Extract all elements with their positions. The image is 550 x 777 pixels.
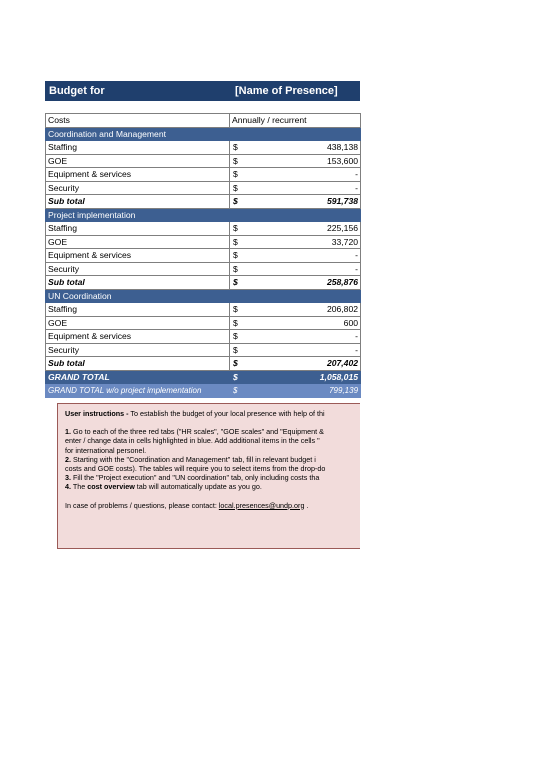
table-row: [46, 343, 361, 357]
row-label[interactable]: Staffing: [46, 141, 230, 155]
table-row: [46, 222, 361, 236]
subtotal-row: [46, 357, 361, 371]
row-currency[interactable]: $: [230, 181, 244, 195]
instructions-step2-line2: costs and GOE costs). The tables will require you to select items from the drop-do: [65, 464, 326, 474]
section-title[interactable]: Coordination and Management: [46, 127, 361, 141]
instructions-step1-line1: 1. Go to each of the three red tabs ("HR scales", "GOE scales" and "Equipment &: [65, 427, 324, 437]
user-instructions-box: [57, 403, 360, 549]
row-currency[interactable]: $: [230, 141, 244, 155]
section-title[interactable]: Project implementation: [46, 208, 361, 222]
row-currency[interactable]: $: [230, 222, 244, 236]
table-row: [46, 330, 361, 344]
row-label[interactable]: Staffing: [46, 222, 230, 236]
table-row: [46, 316, 361, 330]
instructions-heading: User instructions -: [65, 409, 129, 418]
instructions-contact: In case of problems / questions, please contact: local.presences@undp.org .: [65, 500, 309, 510]
row-amount[interactable]: -: [244, 330, 361, 344]
grand-total-row: [46, 370, 361, 384]
row-label[interactable]: Equipment & services: [46, 168, 230, 182]
table-row: [46, 249, 361, 263]
table-row: [46, 141, 361, 155]
title-bar: [45, 81, 360, 101]
row-amount[interactable]: 206,802: [244, 303, 361, 317]
row-label[interactable]: Equipment & services: [46, 249, 230, 263]
subtotal-row: [46, 276, 361, 290]
instructions-step2-line1: 2. Starting with the "Coordination and Management" tab, fill in relevant budget i: [65, 454, 316, 464]
instructions-intro: User instructions - To establish the budget of your local presence with help of thi: [65, 409, 325, 418]
row-amount[interactable]: 438,138: [244, 141, 361, 155]
row-amount[interactable]: -: [244, 343, 361, 357]
header-annual[interactable]: Annually / recurrent: [230, 114, 361, 128]
table-row: [46, 303, 361, 317]
grand-total-amount[interactable]: 1,058,015: [244, 370, 361, 384]
row-label[interactable]: Security: [46, 262, 230, 276]
row-amount[interactable]: 153,600: [244, 154, 361, 168]
subtotal-currency[interactable]: $: [230, 195, 244, 209]
section-title[interactable]: UN Coordination: [46, 289, 361, 303]
subtotal-amount[interactable]: 258,876: [244, 276, 361, 290]
budget-table: [45, 113, 361, 398]
grand-total-wo-row: [46, 384, 361, 398]
row-currency[interactable]: $: [230, 168, 244, 182]
budget-sheet: [45, 81, 360, 398]
row-label[interactable]: GOE: [46, 235, 230, 249]
row-currency[interactable]: $: [230, 303, 244, 317]
instructions-step4: 4. The cost overview tab will automatically update as you go.: [65, 482, 262, 492]
table-row: [46, 168, 361, 182]
grand-total-currency[interactable]: $: [230, 370, 244, 384]
section-header-coordination: [46, 127, 361, 141]
table-row: [46, 181, 361, 195]
row-currency[interactable]: $: [230, 235, 244, 249]
subtotal-currency[interactable]: $: [230, 357, 244, 371]
row-amount[interactable]: -: [244, 168, 361, 182]
instructions-step1-line2: enter / change data in cells highlighted in blue. Add additional items in the cells ": [65, 436, 320, 446]
subtotal-label[interactable]: Sub total: [46, 276, 230, 290]
grand-total-wo-amount[interactable]: 799,139: [244, 384, 361, 398]
row-amount[interactable]: 33,720: [244, 235, 361, 249]
table-row: [46, 154, 361, 168]
row-currency[interactable]: $: [230, 154, 244, 168]
grand-total-wo-currency[interactable]: $: [230, 384, 244, 398]
contact-email-link[interactable]: local.presences@undp.org: [218, 500, 305, 510]
budget-for-label: Budget for: [49, 85, 105, 97]
row-label[interactable]: GOE: [46, 316, 230, 330]
row-amount[interactable]: -: [244, 181, 361, 195]
row-label[interactable]: Security: [46, 343, 230, 357]
header-costs[interactable]: Costs: [46, 114, 230, 128]
grand-total-wo-label[interactable]: GRAND TOTAL w/o project implementation: [46, 384, 230, 398]
presence-name-cell[interactable]: [Name of Presence]: [235, 85, 338, 97]
row-amount[interactable]: -: [244, 262, 361, 276]
row-amount[interactable]: 600: [244, 316, 361, 330]
subtotal-label[interactable]: Sub total: [46, 357, 230, 371]
row-currency[interactable]: $: [230, 343, 244, 357]
row-currency[interactable]: $: [230, 249, 244, 263]
subtotal-label[interactable]: Sub total: [46, 195, 230, 209]
row-label[interactable]: Equipment & services: [46, 330, 230, 344]
grand-total-label[interactable]: GRAND TOTAL: [46, 370, 230, 384]
section-header-project: [46, 208, 361, 222]
subtotal-currency[interactable]: $: [230, 276, 244, 290]
subtotal-amount[interactable]: 207,402: [244, 357, 361, 371]
table-header-row: [46, 114, 361, 128]
row-currency[interactable]: $: [230, 262, 244, 276]
instructions-step1-line3: for international personel.: [65, 445, 147, 455]
subtotal-row: [46, 195, 361, 209]
row-label[interactable]: Security: [46, 181, 230, 195]
row-label[interactable]: GOE: [46, 154, 230, 168]
row-currency[interactable]: $: [230, 316, 244, 330]
row-label[interactable]: Staffing: [46, 303, 230, 317]
row-currency[interactable]: $: [230, 330, 244, 344]
instructions-step3: 3. Fill the "Project execution" and "UN coordination" tab, only including costs tha: [65, 473, 320, 483]
row-amount[interactable]: 225,156: [244, 222, 361, 236]
table-row: [46, 262, 361, 276]
row-amount[interactable]: -: [244, 249, 361, 263]
subtotal-amount[interactable]: 591,738: [244, 195, 361, 209]
section-header-un-coordination: [46, 289, 361, 303]
table-row: [46, 235, 361, 249]
